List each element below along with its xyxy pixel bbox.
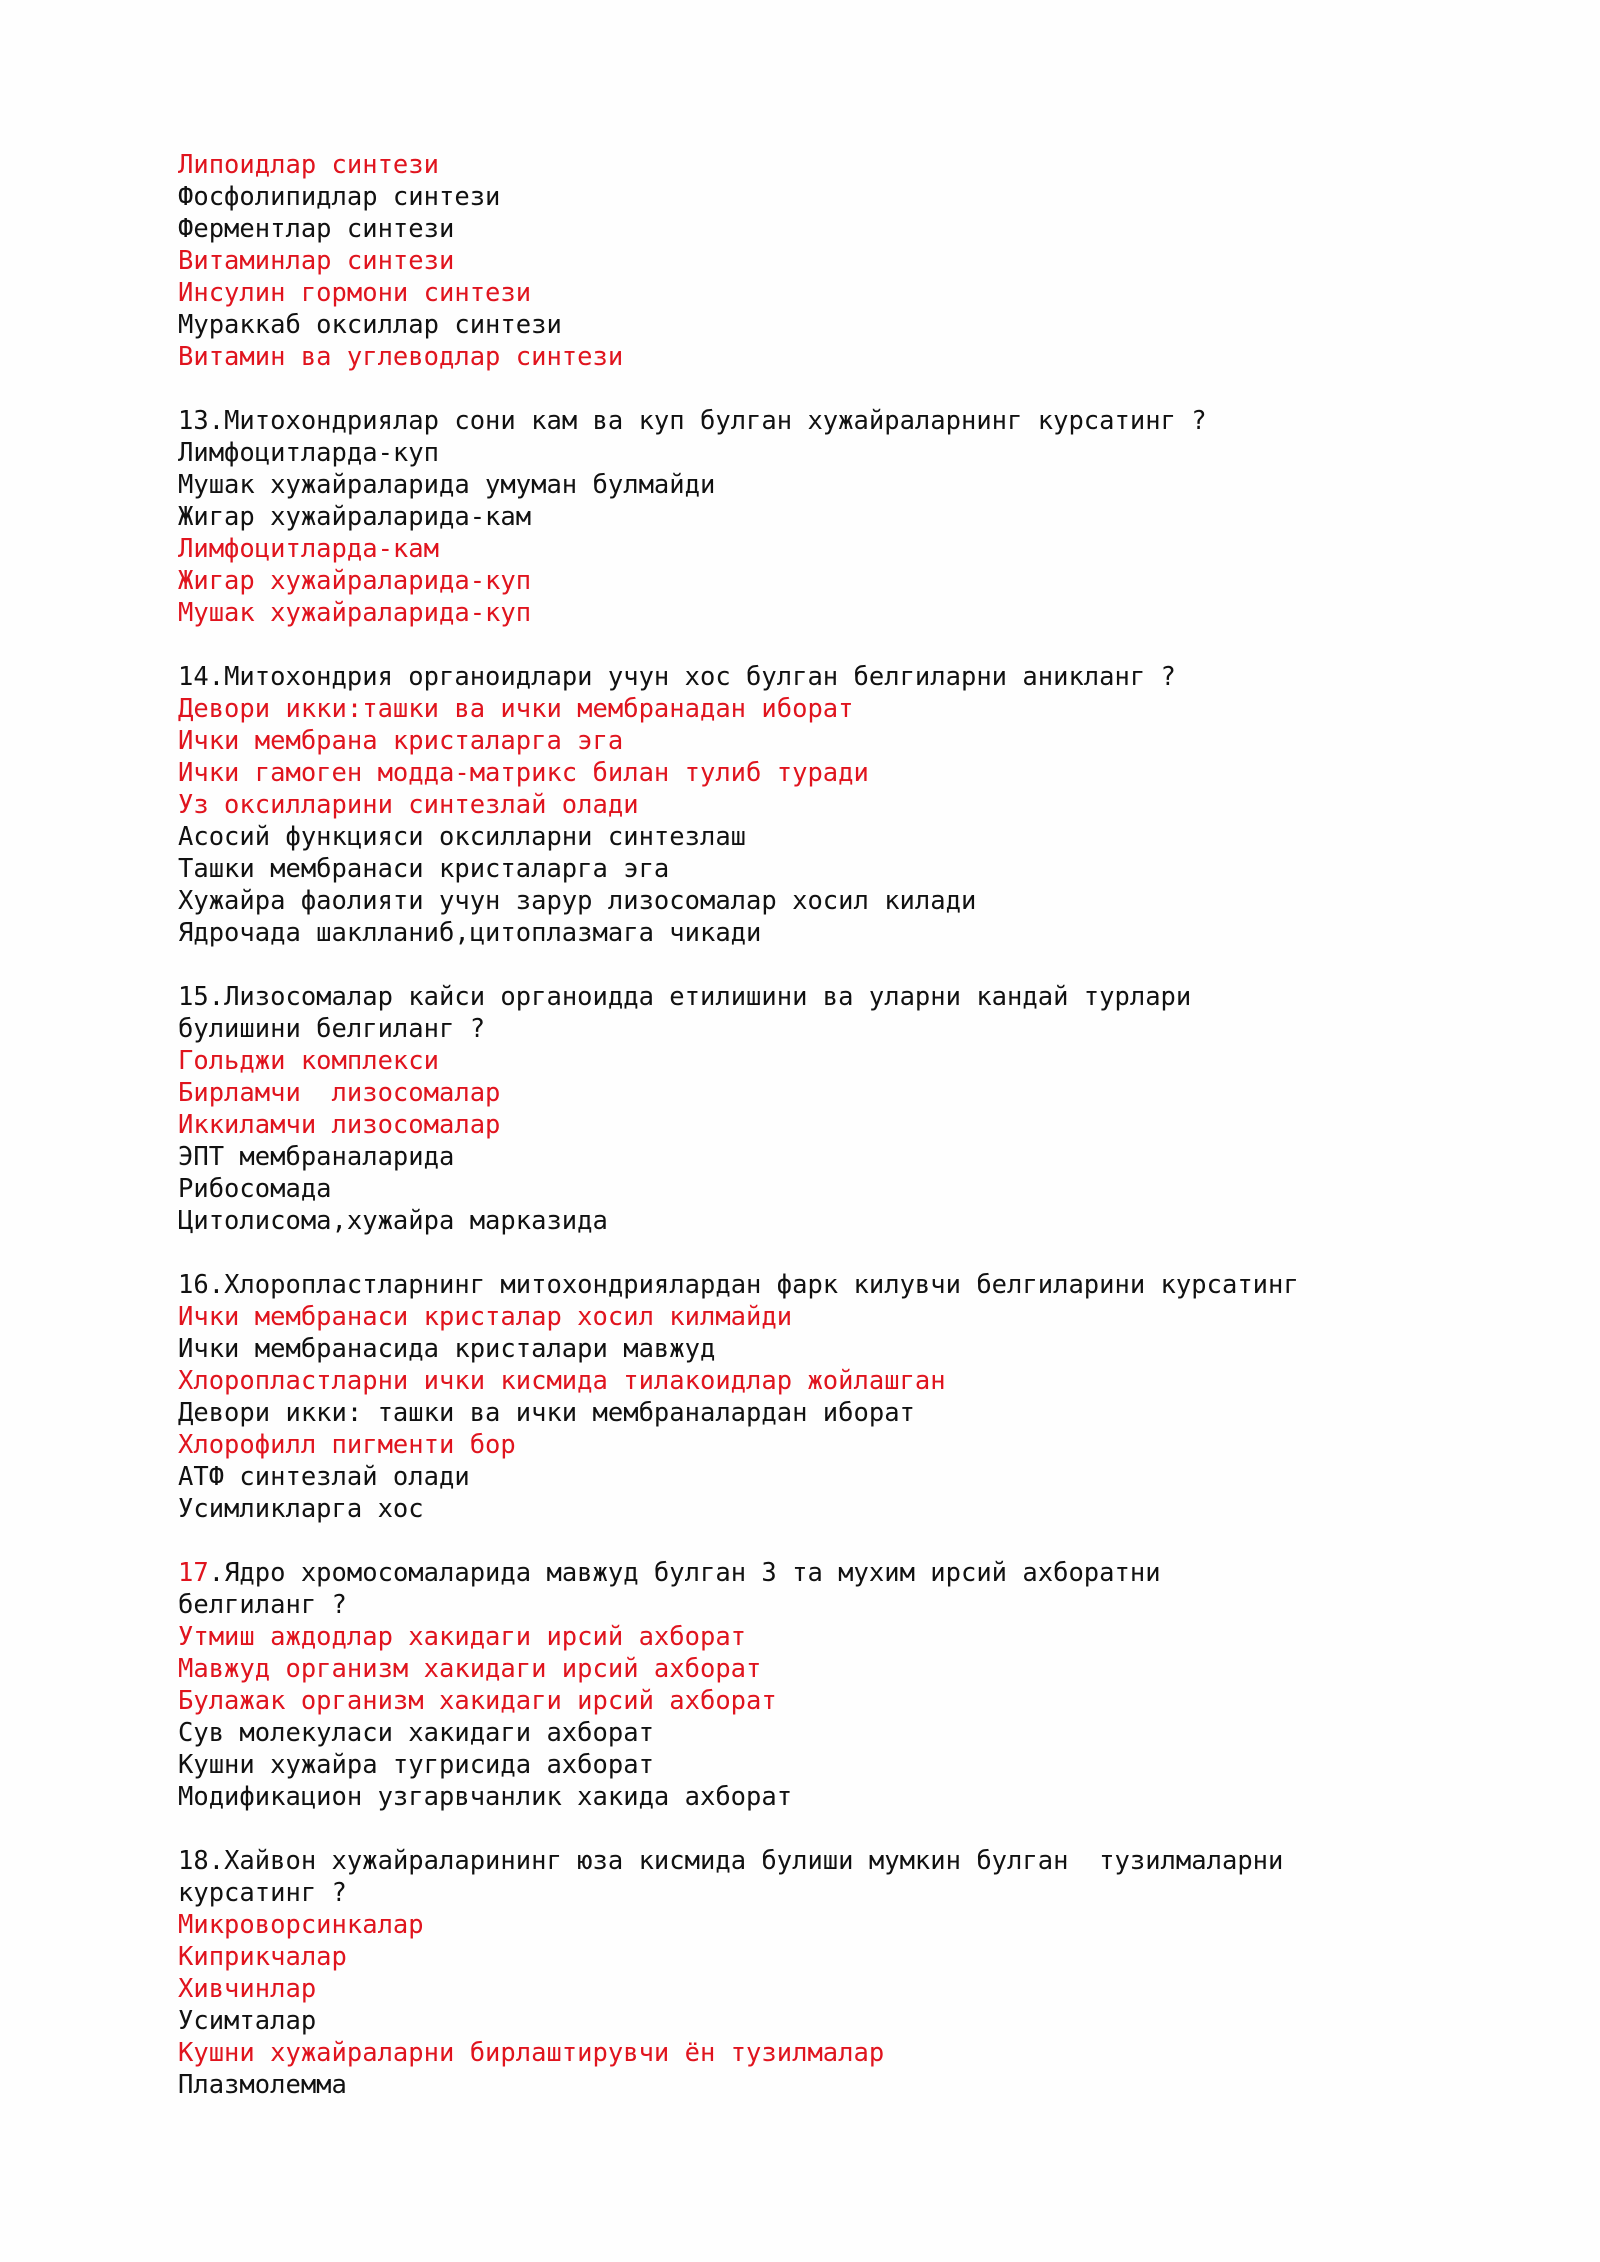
question-block-17 <box>178 1557 1468 1813</box>
question-number: 14 <box>178 662 209 692</box>
question-line-text: булишини белгиланг ? <box>178 1014 486 1044</box>
question-text <box>178 1845 1468 1909</box>
answer-option-correct: Девори икки:ташки ва ички мембранадан иборат <box>178 694 854 724</box>
question-line <box>178 1877 1468 1909</box>
answer-option-correct: Мушак хужайраларида-куп <box>178 598 532 628</box>
answer-option: Усимталар <box>178 2006 317 2036</box>
answer-option-correct: Утмиш аждодлар хакидаги ирсий ахборат <box>178 1622 747 1652</box>
question-line-text: .Хлоропластларнинг митохондриялардан фарк килувчи белгиларини курсатинг <box>208 1270 1299 1300</box>
answer-option-correct: Лимфоцитларда-кам <box>178 534 439 564</box>
answer-option-correct: Витаминлар синтези <box>178 246 455 276</box>
question-line <box>178 1589 1468 1621</box>
question-line <box>178 1013 1468 1045</box>
question-number: 17 <box>178 1558 209 1588</box>
question-line <box>178 1269 1468 1301</box>
document-page <box>178 149 1468 2101</box>
question-number: 15 <box>178 982 209 1012</box>
question-line <box>178 981 1468 1013</box>
answer-option: Жигар хужайраларида-кам <box>178 502 532 532</box>
answer-option: Плазмолемма <box>178 2070 347 2100</box>
question-number: 13 <box>178 406 209 436</box>
answer-option-correct: Бирламчи лизосомалар <box>178 1078 501 1108</box>
answer-option: Фосфолипидлар синтези <box>178 182 501 212</box>
answer-option-correct: Хивчинлар <box>178 1974 317 2004</box>
answer-option: Рибосомада <box>178 1174 332 1204</box>
question-text <box>178 1269 1468 1301</box>
question-block-15 <box>178 981 1468 1237</box>
answer-option-correct: Микроворсинкалар <box>178 1910 424 1940</box>
question-text <box>178 405 1468 437</box>
answer-option-correct: Мавжуд организм хакидаги ирсий ахборат <box>178 1654 762 1684</box>
answer-option: Цитолисома,хужайра марказида <box>178 1206 608 1236</box>
answer-option-correct: Ички мембранаси кристалар хосил килмайди <box>178 1302 793 1332</box>
answer-option-correct: Хлорофилл пигменти бор <box>178 1430 516 1460</box>
question-line <box>178 405 1468 437</box>
question-line <box>178 1557 1468 1589</box>
question-text <box>178 1557 1468 1621</box>
answer-option: Ферментлар синтези <box>178 214 455 244</box>
answer-option-correct: Булажак организм хакидаги ирсий ахборат <box>178 1686 777 1716</box>
question-line-text: .Хайвон хужайраларининг юза кисмида булиши мумкин булган тузилмаларни <box>208 1846 1284 1876</box>
answer-option: ЭПТ мембраналарида <box>178 1142 455 1172</box>
question-line-text: белгиланг ? <box>178 1590 347 1620</box>
question-text <box>178 981 1468 1045</box>
question-line-text: .Митохондрия органоидлари учун хос булган белгиларни аникланг ? <box>208 662 1176 692</box>
answer-option-correct: Уз оксилларини синтезлай олади <box>178 790 639 820</box>
answer-option: Усимликларга хос <box>178 1494 424 1524</box>
answer-option-correct: Ички гамоген модда-матрикс билан тулиб туради <box>178 758 869 788</box>
question-text <box>178 661 1468 693</box>
answer-option-correct: Гольджи комплекси <box>178 1046 439 1076</box>
answer-option: Мураккаб оксиллар синтези <box>178 310 562 340</box>
options-block-continued <box>178 149 1468 373</box>
question-number: 16 <box>178 1270 209 1300</box>
answer-option: Ички мембранасида кристалари мавжуд <box>178 1334 716 1364</box>
answer-option-correct: Иккиламчи лизосомалар <box>178 1110 501 1140</box>
answer-option: Сув молекуласи хакидаги ахборат <box>178 1718 654 1748</box>
answer-option-correct: Киприкчалар <box>178 1942 347 1972</box>
answer-option: Мушак хужайраларида умуман булмайди <box>178 470 716 500</box>
answer-option: Девори икки: ташки ва ички мембраналардан иборат <box>178 1398 915 1428</box>
question-line <box>178 1845 1468 1877</box>
answer-option-correct: Жигар хужайраларида-куп <box>178 566 532 596</box>
answer-option-correct: Кушни хужайраларни бирлаштирувчи ён тузилмалар <box>178 2038 885 2068</box>
answer-option: Кушни хужайра тугрисида ахборат <box>178 1750 654 1780</box>
question-line-text: .Митохондриялар сони кам ва куп булган хужайраларнинг курсатинг ? <box>208 406 1207 436</box>
answer-option-correct: Инсулин гормони синтези <box>178 278 532 308</box>
answer-option: Модификацион узгарвчанлик хакида ахборат <box>178 1782 793 1812</box>
answer-option: Лимфоцитларда-куп <box>178 438 439 468</box>
answer-option-correct: Ички мембрана кристаларга эга <box>178 726 624 756</box>
answer-option-correct: Хлоропластларни ички кисмида тилакоидлар жойлашган <box>178 1366 946 1396</box>
question-block-16 <box>178 1269 1468 1525</box>
question-line-text: .Ядро хромосомаларида мавжуд булган 3 та мухим ирсий ахборатни <box>208 1558 1161 1588</box>
question-line-text: курсатинг ? <box>178 1878 347 1908</box>
answer-option: АТФ синтезлай олади <box>178 1462 470 1492</box>
question-block-13 <box>178 405 1468 629</box>
answer-option: Ядрочада шаклланиб,цитоплазмага чикади <box>178 918 762 948</box>
answer-option: Ташки мембранаси кристаларга эга <box>178 854 670 884</box>
question-block-14 <box>178 661 1468 949</box>
answer-option-correct: Липоидлар синтези <box>178 150 439 180</box>
question-number: 18 <box>178 1846 209 1876</box>
answer-option-correct: Витамин ва углеводлар синтези <box>178 342 624 372</box>
question-line <box>178 661 1468 693</box>
question-line-text: .Лизосомалар кайси органоидда етилишини ва уларни кандай турлари <box>208 982 1192 1012</box>
question-block-18 <box>178 1845 1468 2101</box>
answer-option: Асосий функцияси оксилларни синтезлаш <box>178 822 747 852</box>
answer-option: Хужайра фаолияти учун зарур лизосомалар хосил килади <box>178 886 977 916</box>
